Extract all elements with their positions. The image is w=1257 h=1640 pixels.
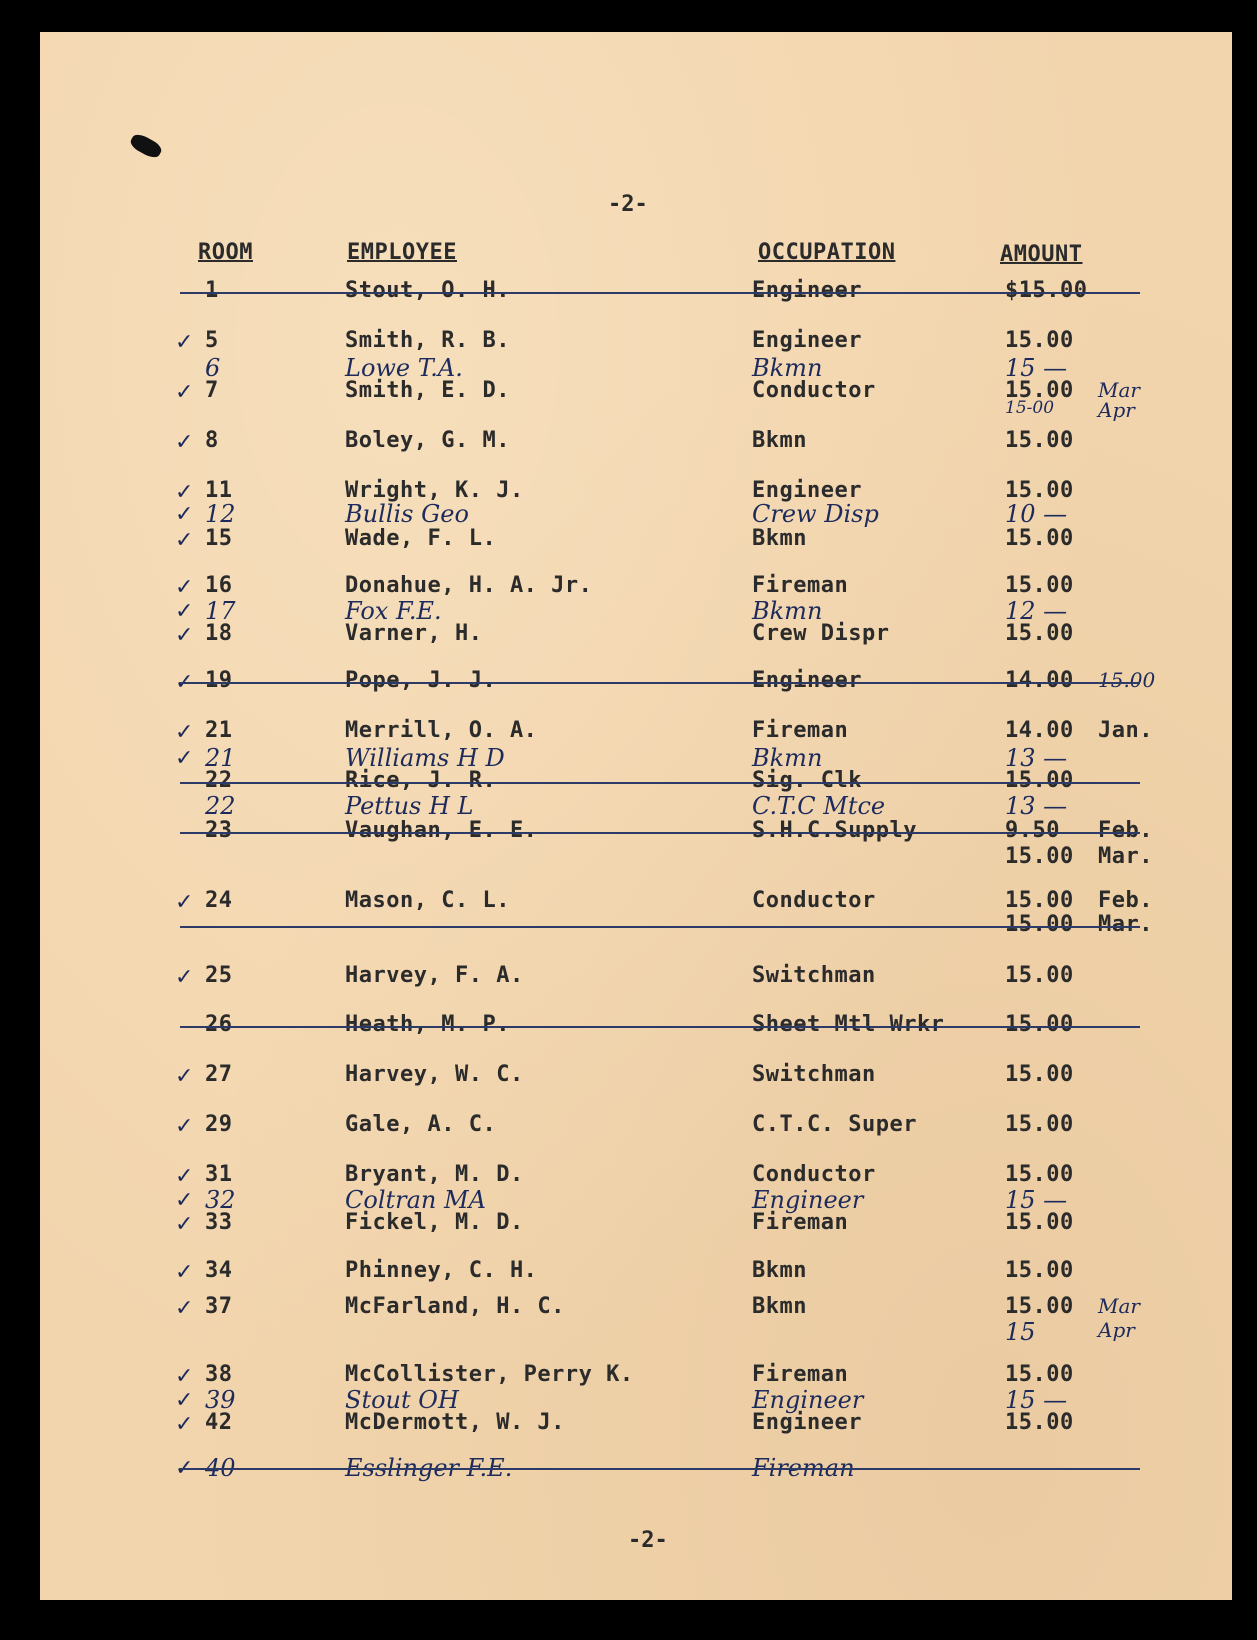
check-mark-icon: ✓ xyxy=(175,1364,194,1389)
occupation: Engineer xyxy=(752,1186,864,1214)
amount: 15.00 xyxy=(1005,1012,1074,1037)
occupation: C.T.C Mtce xyxy=(752,792,886,820)
amount: 15.00 xyxy=(1005,378,1074,403)
strike-through-line xyxy=(180,682,1140,684)
occupation: Bkmn xyxy=(752,526,807,551)
occupation: Bkmn xyxy=(752,428,807,453)
amount: 15.00 xyxy=(1005,621,1074,646)
employee-name: Wade, F. L. xyxy=(345,526,497,551)
amount: 15 — xyxy=(1005,1386,1068,1414)
occupation: Engineer xyxy=(752,478,862,503)
amount: 15.00 xyxy=(1005,1258,1074,1283)
amount: 15.00 xyxy=(1005,428,1074,453)
header-room: ROOM xyxy=(198,240,253,265)
occupation: S.H.C.Supply xyxy=(752,818,917,843)
check-mark-icon: ✓ xyxy=(175,720,194,745)
amount: 15.00 xyxy=(1005,1112,1074,1137)
occupation: Conductor xyxy=(752,378,876,403)
amount: 15.00 xyxy=(1005,478,1074,503)
amount: 15.00 xyxy=(1005,1294,1074,1319)
amount-note: Apr xyxy=(1098,1318,1135,1342)
room-number: 15 xyxy=(205,526,233,551)
page-number-bottom: -2- xyxy=(628,1528,668,1553)
occupation: Fireman xyxy=(752,1210,849,1235)
check-mark-icon: ✓ xyxy=(175,1114,194,1139)
occupation: Fireman xyxy=(752,1362,849,1387)
amount: 15.00 xyxy=(1005,328,1074,353)
employee-name: Wright, K. J. xyxy=(345,478,524,503)
occupation: Conductor xyxy=(752,888,876,913)
amount: 15-00 xyxy=(1005,398,1055,418)
check-mark-icon: ✓ xyxy=(175,599,194,624)
occupation: Engineer xyxy=(752,1386,864,1414)
occupation: Fireman xyxy=(752,1454,855,1482)
occupation: Crew Dispr xyxy=(752,621,890,646)
employee-name: McDermott, W. J. xyxy=(345,1410,565,1435)
employee-name: Smith, E. D. xyxy=(345,378,510,403)
check-mark-icon: ✓ xyxy=(175,965,194,990)
employee-name: Smith, R. B. xyxy=(345,328,510,353)
room-number: 38 xyxy=(205,1362,233,1387)
employee-name: Fox F.E. xyxy=(345,597,442,625)
check-mark-icon: ✓ xyxy=(175,1212,194,1237)
occupation: Engineer xyxy=(752,328,862,353)
amount: 15 — xyxy=(1005,1186,1068,1214)
amount: 15 xyxy=(1005,1318,1036,1346)
amount: 13 — xyxy=(1005,744,1068,772)
room-number: 22 xyxy=(205,792,236,820)
employee-name: Lowe T.A. xyxy=(345,354,463,382)
employee-name: Pettus H L xyxy=(345,792,474,820)
room-number: 33 xyxy=(205,1210,233,1235)
check-mark-icon: ✓ xyxy=(175,890,194,915)
amount: 15.00 xyxy=(1005,1410,1074,1435)
employee-name: Rice, J. R. xyxy=(345,768,497,793)
room-number: 6 xyxy=(205,354,221,382)
employee-name: Pope, J. J. xyxy=(345,668,497,693)
occupation: Engineer xyxy=(752,278,862,303)
employee-name: McFarland, H. C. xyxy=(345,1294,565,1319)
room-number: 1 xyxy=(205,278,219,303)
strike-through-line xyxy=(180,926,1140,928)
header-employee: EMPLOYEE xyxy=(347,240,457,265)
amount: 15.00 xyxy=(1005,573,1074,598)
strike-through-line xyxy=(180,1026,1140,1028)
check-mark-icon: ✓ xyxy=(175,623,194,648)
room-number: 19 xyxy=(205,668,233,693)
room-number: 27 xyxy=(205,1062,233,1087)
amount: 10 — xyxy=(1005,500,1068,528)
room-number: 24 xyxy=(205,888,233,913)
employee-name: Stout, O. H. xyxy=(345,278,510,303)
check-mark-icon: ✓ xyxy=(175,1260,194,1285)
amount-note: Feb. xyxy=(1098,888,1153,913)
employee-name: Merrill, O. A. xyxy=(345,718,538,743)
amount: 14.00 xyxy=(1005,668,1074,693)
check-mark-icon: ✓ xyxy=(175,380,194,405)
room-number: 29 xyxy=(205,1112,233,1137)
employee-name: McCollister, Perry K. xyxy=(345,1362,634,1387)
occupation: Bkmn xyxy=(752,1258,807,1283)
amount: 14.00 xyxy=(1005,718,1074,743)
employee-name: Vaughan, E. E. xyxy=(345,818,538,843)
employee-name: Coltran MA xyxy=(345,1186,486,1214)
occupation: C.T.C. Super xyxy=(752,1112,917,1137)
check-mark-icon: ✓ xyxy=(175,746,194,771)
amount: 15.00 xyxy=(1005,768,1074,793)
header-amount: AMOUNT xyxy=(1000,242,1083,267)
room-number: 21 xyxy=(205,718,233,743)
check-mark-icon: ✓ xyxy=(175,670,194,695)
strike-through-line xyxy=(180,832,1140,834)
amount: 15.00 xyxy=(1005,1210,1074,1235)
check-mark-icon: ✓ xyxy=(175,480,194,505)
amount: 15.00 xyxy=(1005,1162,1074,1187)
occupation: Sig. Clk xyxy=(752,768,862,793)
amount: 9.50 xyxy=(1005,818,1060,843)
employee-name: Varner, H. xyxy=(345,621,483,646)
check-mark-icon: ✓ xyxy=(175,430,194,455)
amount: 15.00 xyxy=(1005,888,1074,913)
room-number: 18 xyxy=(205,621,233,646)
amount-note: Apr xyxy=(1098,398,1135,422)
employee-name: Bullis Geo xyxy=(345,500,469,528)
amount-note: Mar. xyxy=(1098,844,1153,869)
room-number: 8 xyxy=(205,428,219,453)
check-mark-icon: ✓ xyxy=(175,1164,194,1189)
employee-name: Heath, M. P. xyxy=(345,1012,510,1037)
amount: 15.00 xyxy=(1005,963,1074,988)
room-number: 26 xyxy=(205,1012,233,1037)
employee-name: Mason, C. L. xyxy=(345,888,510,913)
employee-name: Stout OH xyxy=(345,1386,459,1414)
strike-through-line xyxy=(180,782,1140,784)
amount-note: Mar xyxy=(1098,378,1140,402)
room-number: 25 xyxy=(205,963,233,988)
employee-name: Harvey, F. A. xyxy=(345,963,524,988)
check-mark-icon: ✓ xyxy=(175,502,194,527)
page-number-top: -2- xyxy=(608,192,648,217)
room-number: 5 xyxy=(205,328,219,353)
amount: 15.00 xyxy=(1005,912,1074,937)
amount: 15.00 xyxy=(1005,1062,1074,1087)
amount: 15.00 xyxy=(1005,526,1074,551)
check-mark-icon: ✓ xyxy=(175,330,194,355)
room-number: 12 xyxy=(205,500,236,528)
occupation: Fireman xyxy=(752,573,849,598)
employee-name: Esslinger F.E. xyxy=(345,1454,513,1482)
amount-note: Mar xyxy=(1098,1294,1140,1318)
employee-name: Gale, A. C. xyxy=(345,1112,497,1137)
room-number: 23 xyxy=(205,818,233,843)
check-mark-icon: ✓ xyxy=(175,1296,194,1321)
room-number: 22 xyxy=(205,768,233,793)
room-number: 40 xyxy=(205,1454,236,1482)
room-number: 17 xyxy=(205,597,236,625)
occupation: Engineer xyxy=(752,668,862,693)
amount: $15.00 xyxy=(1005,278,1088,303)
employee-name: Bryant, M. D. xyxy=(345,1162,524,1187)
check-mark-icon: ✓ xyxy=(175,575,194,600)
amount: 13 — xyxy=(1005,792,1068,820)
check-mark-icon: ✓ xyxy=(175,1388,194,1413)
occupation: Sheet Mtl Wrkr xyxy=(752,1012,945,1037)
employee-name: Boley, G. M. xyxy=(345,428,510,453)
room-number: 42 xyxy=(205,1410,233,1435)
occupation: Conductor xyxy=(752,1162,876,1187)
amount: 12 — xyxy=(1005,597,1068,625)
room-number: 32 xyxy=(205,1186,236,1214)
amount: 15.00 xyxy=(1005,844,1074,869)
check-mark-icon: ✓ xyxy=(175,1188,194,1213)
room-number: 11 xyxy=(205,478,233,503)
room-number: 39 xyxy=(205,1386,236,1414)
room-number: 7 xyxy=(205,378,219,403)
occupation: Bkmn xyxy=(752,354,823,382)
check-mark-icon: ✓ xyxy=(175,528,194,553)
employee-name: Donahue, H. A. Jr. xyxy=(345,573,593,598)
room-number: 31 xyxy=(205,1162,233,1187)
employee-name: Williams H D xyxy=(345,744,505,772)
employee-name: Harvey, W. C. xyxy=(345,1062,524,1087)
strike-through-line xyxy=(180,292,1140,294)
header-occupation: OCCUPATION xyxy=(758,240,896,265)
amount-note: 15.00 xyxy=(1098,668,1156,692)
check-mark-icon: ✓ xyxy=(175,1456,194,1481)
room-number: 37 xyxy=(205,1294,233,1319)
occupation: Switchman xyxy=(752,963,876,988)
occupation: Crew Disp xyxy=(752,500,879,528)
employee-name: Phinney, C. H. xyxy=(345,1258,538,1283)
amount: 15 — xyxy=(1005,354,1068,382)
amount-note: Feb. xyxy=(1098,818,1153,843)
strike-through-line xyxy=(180,1468,1140,1470)
amount: 15.00 xyxy=(1005,1362,1074,1387)
check-mark-icon: ✓ xyxy=(175,1412,194,1437)
room-number: 21 xyxy=(205,744,236,772)
occupation: Switchman xyxy=(752,1062,876,1087)
occupation: Bkmn xyxy=(752,597,823,625)
occupation: Fireman xyxy=(752,718,849,743)
employee-name: Fickel, M. D. xyxy=(345,1210,524,1235)
occupation: Bkmn xyxy=(752,744,823,772)
check-mark-icon: ✓ xyxy=(175,1064,194,1089)
occupation: Bkmn xyxy=(752,1294,807,1319)
room-number: 16 xyxy=(205,573,233,598)
amount-note: Jan. xyxy=(1098,718,1153,743)
occupation: Engineer xyxy=(752,1410,862,1435)
room-number: 34 xyxy=(205,1258,233,1283)
amount-note: Mar. xyxy=(1098,912,1153,937)
